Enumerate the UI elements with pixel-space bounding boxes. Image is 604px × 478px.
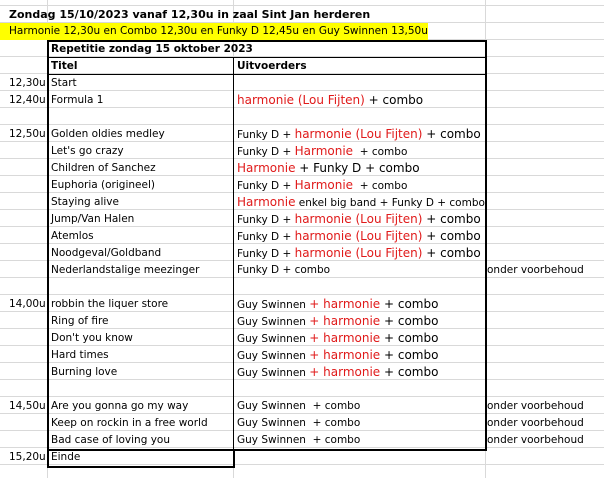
table-row xyxy=(0,228,604,245)
title-cell[interactable]: robbin the liquer store xyxy=(51,298,169,310)
title-cell[interactable]: Let's go crazy xyxy=(51,145,124,157)
table-border-right xyxy=(485,40,487,450)
performer-segment: + combo xyxy=(422,229,481,243)
table-row xyxy=(0,313,604,330)
performers-cell[interactable] xyxy=(237,398,360,415)
performer-segment: + combo xyxy=(380,314,439,328)
performers-cell[interactable] xyxy=(237,160,420,177)
table-row xyxy=(0,211,604,228)
performer-segment: Funky D + xyxy=(237,248,295,260)
performer-segment: + combo xyxy=(353,146,408,158)
performers-cell[interactable] xyxy=(237,415,360,432)
table-title[interactable]: Repetitie zondag 15 oktober 2023 xyxy=(51,43,253,55)
performers-cell[interactable] xyxy=(237,432,360,449)
performers-cell[interactable] xyxy=(237,313,438,330)
performer-segment: + harmonie xyxy=(309,314,381,328)
performer-segment: Funky D + xyxy=(237,146,295,158)
title-cell[interactable]: Atemlos xyxy=(51,230,94,242)
header-row-2 xyxy=(0,23,604,40)
performer-segment: harmonie (Lou Fijten) xyxy=(294,212,423,226)
time-cell[interactable]: 12,30u xyxy=(9,77,46,89)
header-row-1 xyxy=(0,6,604,23)
table-border-left xyxy=(47,40,49,450)
performers-cell[interactable] xyxy=(237,177,407,194)
last-row-right xyxy=(233,449,235,466)
header-title[interactable]: Zondag 15/10/2023 vanaf 12,30u in zaal Sint Jan herderen xyxy=(9,8,371,21)
title-cell[interactable]: Staying alive xyxy=(51,196,119,208)
performer-segment: + combo xyxy=(422,246,481,260)
time-cell[interactable]: 12,50u xyxy=(9,128,46,140)
column-header-uitvoerders[interactable]: Uitvoerders xyxy=(237,60,307,72)
performer-segment: + combo xyxy=(380,331,439,345)
performer-segment: Harmonie xyxy=(237,161,296,175)
title-cell[interactable]: Noodgeval/Goldband xyxy=(51,247,162,259)
last-row-left xyxy=(47,449,49,466)
performer-segment: Funky D + xyxy=(237,180,295,192)
table-row xyxy=(0,330,604,347)
performer-segment: Guy Swinnen xyxy=(237,367,310,379)
performer-segment: harmonie (Lou Fijten) xyxy=(294,246,423,260)
table-row xyxy=(0,177,604,194)
title-cell[interactable]: Are you gonna go my way xyxy=(51,400,189,412)
performer-segment: Funky D + xyxy=(237,129,295,141)
performer-segment: Funky D + xyxy=(237,231,295,243)
performers-cell[interactable] xyxy=(237,211,481,228)
title-cell[interactable]: Hard times xyxy=(51,349,109,361)
table-row xyxy=(0,347,604,364)
title-cell[interactable]: Ring of fire xyxy=(51,315,109,327)
title-cell[interactable]: Keep on rockin in a free world xyxy=(51,417,208,429)
table-border-top xyxy=(47,40,486,42)
title-cell[interactable]: Euphoria (origineel) xyxy=(51,179,155,191)
performer-segment: harmonie (Lou Fijten) xyxy=(237,93,365,107)
performer-segment: Harmonie xyxy=(294,144,354,158)
performer-segment: + harmonie xyxy=(309,348,381,362)
time-cell[interactable]: 12,40u xyxy=(9,94,46,106)
title-cell[interactable]: Burning love xyxy=(51,366,118,378)
table-row xyxy=(0,160,604,177)
title-cell[interactable]: Golden oldies medley xyxy=(51,128,165,140)
column-header-row xyxy=(0,58,604,75)
note-cell[interactable]: onder voorbehoud xyxy=(487,264,584,276)
note-cell[interactable]: onder voorbehoud xyxy=(487,400,584,412)
table-row xyxy=(0,296,604,313)
performer-segment: + combo xyxy=(422,212,481,226)
table-row xyxy=(0,75,604,92)
header-separator xyxy=(47,57,486,58)
table-row xyxy=(0,449,604,466)
performer-segment: Harmonie xyxy=(294,178,354,192)
table-row xyxy=(0,415,604,432)
performers-cell[interactable] xyxy=(237,262,330,279)
table-row xyxy=(0,143,604,160)
performers-cell[interactable] xyxy=(237,347,438,364)
header-bottom-border xyxy=(47,74,486,75)
performers-cell[interactable] xyxy=(237,126,481,143)
performer-segment: harmonie (Lou Fijten) xyxy=(294,229,423,243)
performers-cell[interactable] xyxy=(237,92,423,109)
title-cell[interactable]: Start xyxy=(51,77,77,89)
performers-cell[interactable] xyxy=(237,330,438,347)
table-border-bottom xyxy=(47,449,487,451)
performer-segment: Guy Swinnen xyxy=(237,299,310,311)
performers-cell[interactable] xyxy=(237,228,481,245)
column-header-titel[interactable]: Titel xyxy=(51,60,78,72)
last-row-bottom xyxy=(47,466,235,468)
title-cell[interactable]: Children of Sanchez xyxy=(51,162,156,174)
note-cell[interactable]: onder voorbehoud xyxy=(487,417,584,429)
performer-segment: Guy Swinnen + combo xyxy=(237,400,361,412)
performer-segment: Harmonie xyxy=(237,195,296,209)
table-title-row xyxy=(0,41,604,58)
table-row xyxy=(0,92,604,109)
performer-segment: enkel big band + Funky D + combo xyxy=(295,197,485,209)
table-row xyxy=(0,109,604,126)
performer-segment: Funky D + combo xyxy=(237,264,331,276)
time-cell[interactable]: 14,00u xyxy=(9,298,46,310)
performers-cell[interactable] xyxy=(237,245,481,262)
table-row xyxy=(0,432,604,449)
table-row xyxy=(0,279,604,296)
title-cell[interactable]: Don't you know xyxy=(51,332,133,344)
performer-segment: + harmonie xyxy=(309,365,381,379)
performer-segment: + combo xyxy=(422,127,481,141)
performers-cell[interactable] xyxy=(237,194,485,211)
performer-segment: Guy Swinnen + combo xyxy=(237,417,361,429)
performer-segment: Guy Swinnen xyxy=(237,333,310,345)
performer-segment: + combo xyxy=(380,297,439,311)
time-cell[interactable]: 14,50u xyxy=(9,400,46,412)
performer-segment: Guy Swinnen xyxy=(237,350,310,362)
title-cell[interactable]: Einde xyxy=(51,451,81,463)
performer-segment: Guy Swinnen xyxy=(237,316,310,328)
table-row xyxy=(0,381,604,398)
title-cell[interactable]: Jump/Van Halen xyxy=(51,213,135,225)
performer-segment: + combo xyxy=(380,348,439,362)
table-row xyxy=(0,262,604,279)
table-row xyxy=(0,194,604,211)
table-row xyxy=(0,245,604,262)
performer-segment: harmonie (Lou Fijten) xyxy=(294,127,423,141)
performer-segment: Guy Swinnen + combo xyxy=(237,434,361,446)
note-cell[interactable]: onder voorbehoud xyxy=(487,434,584,446)
performer-segment: + harmonie xyxy=(309,331,381,345)
header-schedule[interactable]: Harmonie 12,30u en Combo 12,30u en Funky D 12,45u en Guy Swinnen 13,50u xyxy=(9,25,428,37)
table-row xyxy=(0,364,604,381)
performers-cell[interactable] xyxy=(237,296,438,313)
table-row xyxy=(0,398,604,415)
table-row xyxy=(0,126,604,143)
title-cell[interactable]: Nederlandstalige meezinger xyxy=(51,264,200,276)
performers-cell[interactable] xyxy=(237,364,438,381)
performer-segment: + harmonie xyxy=(309,297,381,311)
title-cell[interactable]: Bad case of loving you xyxy=(51,434,170,446)
performer-segment: Funky D + xyxy=(237,214,295,226)
performers-cell[interactable] xyxy=(237,143,407,160)
performer-segment: + combo xyxy=(353,180,408,192)
title-cell[interactable]: Formula 1 xyxy=(51,94,104,106)
performer-segment: + Funky D + combo xyxy=(295,161,420,175)
performer-segment: + combo xyxy=(380,365,439,379)
performer-segment: + combo xyxy=(364,93,424,107)
time-cell[interactable]: 15,20u xyxy=(9,451,46,463)
column-divider xyxy=(233,57,234,466)
